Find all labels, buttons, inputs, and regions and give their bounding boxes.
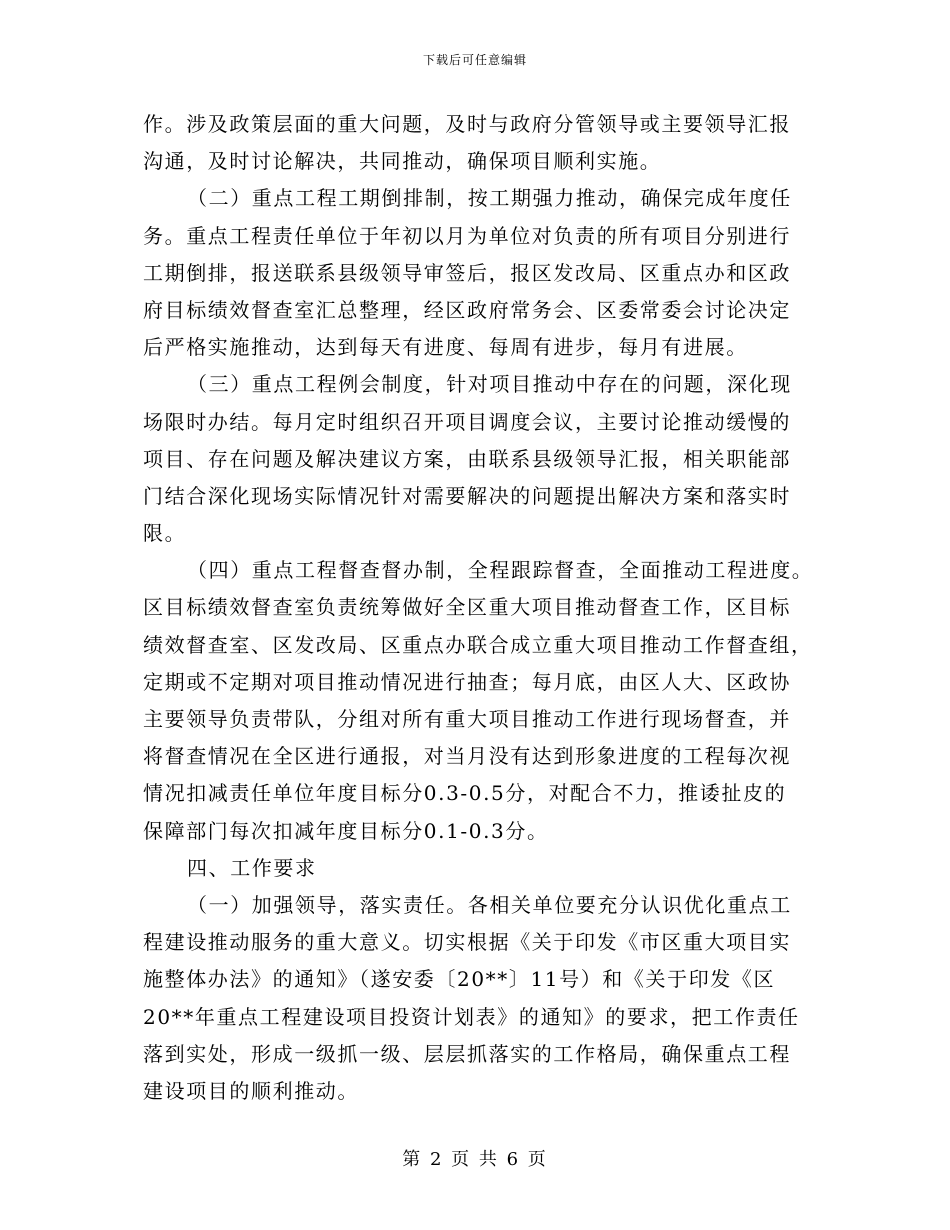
text-line: 后严格实施推动，达到每天有进度、每周有进步，每月有进展。 [143,335,748,360]
text-line: 主要领导负责带队，分组对所有重大项目推动工作进行现场督查，并 [143,707,791,731]
text-line: 绩效督查室、区发改局、区重点办联合成立重大项目推动工作督查组， [143,632,813,657]
text-line: 四、工作要求 [187,855,317,880]
text-line: 定期或不定期对项目推动情况进行抽查；每月底，由区人大、区政协 [143,669,791,694]
text-line: 作。涉及政策层面的重大问题，及时与政府分管领导或主要领导汇报 [143,112,791,136]
text-line: （四）重点工程督查督办制，全程跟踪督查，全面推动工程进度。 [187,558,814,583]
text-line: 建设项目的顺利推动。 [143,1078,359,1103]
text-line: 沟通，及时讨论解决，共同推动，确保项目顺利实施。 [143,149,662,174]
text-line: 20**年重点工程建设项目投资计划表》的通知》的要求，把工作责任 [143,1004,800,1029]
text-line: 门结合深化现场实际情况针对需要解决的问题提出解决方案和落实时 [143,483,791,508]
text-line: （三）重点工程例会制度，针对项目推动中存在的问题，深化现 [187,372,792,397]
document-body [143,106,814,1110]
text-line: 保障部门每次扣减年度目标分0.1-0.3分。 [143,818,549,843]
text-line: 情况扣减责任单位年度目标分0.3-0.5分，对配合不力，推诿扯皮的 [143,781,787,806]
text-line: （一）加强领导，落实责任。各相关单位要充分认识优化重点工 [187,892,792,917]
text-line: 府目标绩效督查室汇总整理，经区政府常务会、区委常委会讨论决定 [143,297,791,322]
text-line: 施整体办法》的通知》（遂安委〔20**〕11号）和《关于印发《区 [143,967,776,992]
text-line: 程建设推动服务的重大意义。切实根据《关于印发《市区重大项目实 [143,930,791,955]
text-line: （二）重点工程工期倒排制，按工期强力推动，确保完成年度任 [187,186,792,211]
text-line: 场限时办结。每月定时组织召开项目调度会议，主要讨论推动缓慢的 [143,409,791,434]
text-line: 限。 [143,521,187,546]
text-line: 务。重点工程责任单位于年初以月为单位对负责的所有项目分别进行 [143,223,791,248]
text-line: 落到实处，形成一级抓一级、层层抓落实的工作格局，确保重点工程 [143,1041,791,1066]
text-line: 项目、存在问题及解决建议方案，由联系县级领导汇报，相关职能部 [143,446,791,471]
text-line: 工期倒排，报送联系县级领导审签后，报区发改局、区重点办和区政 [143,260,791,285]
page-number: 第 2 页 共 6 页 [402,1149,548,1170]
text-line: 将督查情况在全区进行通报，对当月没有达到形象进度的工程每次视 [143,744,791,769]
header-note: 下载后可任意编辑 [422,53,527,67]
text-line: 区目标绩效督查室负责统筹做好全区重大项目推动督查工作，区目标 [143,595,791,620]
